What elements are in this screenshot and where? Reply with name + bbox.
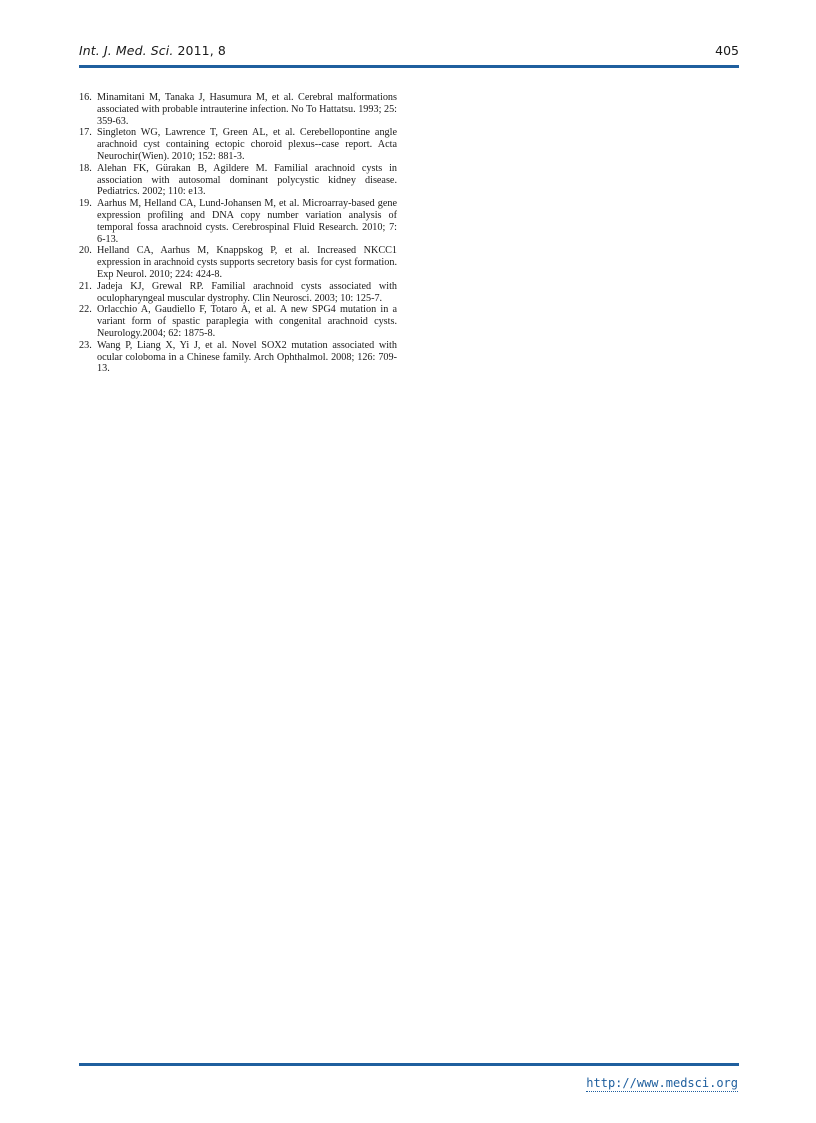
reference-item: [79, 245, 397, 280]
reference-number: 23.: [79, 339, 92, 351]
reference-item: [79, 281, 397, 305]
header-rule: [79, 65, 739, 68]
reference-item: [79, 198, 397, 245]
reference-text: Orlacchio A, Gaudiello F, Totaro A, et al. A new SPG4 mutation in a variant form of spastic paraplegia with congenital arachnoid cysts. Neurology.2004; 62: 1875-8.: [97, 304, 397, 339]
reference-text: Jadeja KJ, Grewal RP. Familial arachnoid cysts associated with oculopharyngeal muscular dystrophy. Clin Neurosci. 2003; 10: 125-7.: [97, 280, 397, 304]
reference-number: 20.: [79, 245, 92, 257]
reference-number: 21.: [79, 280, 92, 292]
reference-text: Alehan FK, Gürakan B, Agildere M. Familial arachnoid cysts in association with autosomal dominant polycystic kidney disease. Pediatrics. 2002; 110: e13.: [97, 162, 397, 198]
reference-text: Minamitani M, Tanaka J, Hasumura M, et al. Cerebral malformations associated with probable intrauterine infection. No To Hattatsu. 1993; 25: 359-63.: [97, 92, 397, 127]
journal-website-link[interactable]: http://www.medsci.org: [586, 1076, 738, 1090]
reference-item: [79, 92, 397, 127]
reference-number: 17.: [79, 127, 92, 139]
reference-number: 18.: [79, 162, 92, 174]
reference-number: 19.: [79, 198, 92, 210]
page-number: 405: [715, 43, 739, 58]
journal-volume: 2011, 8: [173, 43, 226, 58]
reference-list: [79, 92, 397, 375]
reference-item: [79, 163, 397, 198]
journal-title: Int. J. Med. Sci.: [79, 43, 174, 58]
page-header: [79, 41, 739, 63]
reference-item: [79, 304, 397, 339]
reference-text: Helland CA, Aarhus M, Knappskog P, et al. Increased NKCC1 expression in arachnoid cysts supports secretory basis for cyst formation. Exp Neurol. 2010; 224: 424-8.: [97, 245, 397, 280]
reference-text: Singleton WG, Lawrence T, Green AL, et al. Cerebellopontine angle arachnoid cyst containing ectopic choroid plexus--case report. Acta Neurochir(Wien). 2010; 152: 881-3.: [97, 127, 397, 162]
reference-number: 22.: [79, 304, 92, 316]
journal-citation: [79, 43, 226, 58]
reference-number: 16.: [79, 92, 92, 103]
reference-item: [79, 127, 397, 162]
footer-rule: [79, 1063, 739, 1066]
reference-item: [79, 340, 397, 375]
reference-text: Aarhus M, Helland CA, Lund-Johansen M, et al. Microarray-based gene expression profiling and DNA copy number variation analysis of temporal fossa arachnoid cysts. Cerebrospinal Fluid Research. 2010; 7: 6-13.: [97, 198, 397, 245]
reference-text: Wang P, Liang X, Yi J, et al. Novel SOX2 mutation associated with ocular coloboma in a Chinese family. Arch Ophthalmol. 2008; 126: 709-13.: [97, 339, 397, 375]
